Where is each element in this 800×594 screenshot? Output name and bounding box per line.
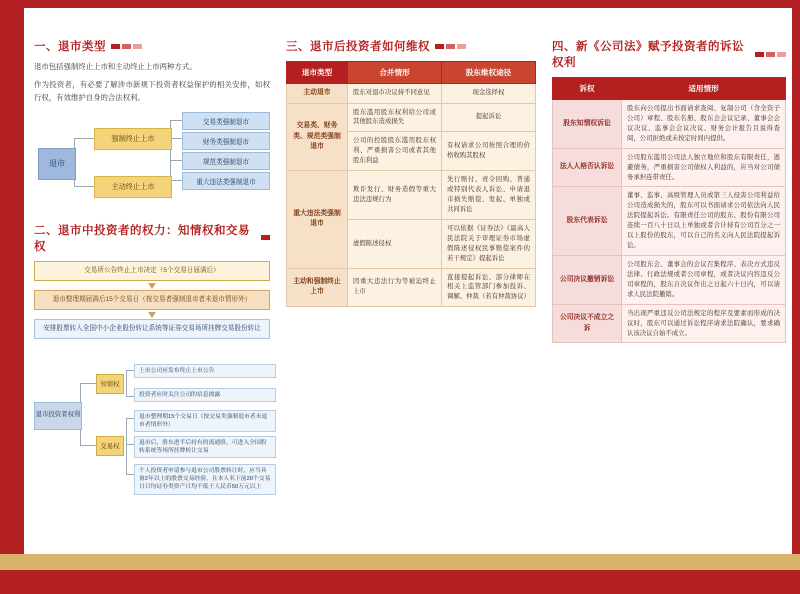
section-three-title: [286, 38, 536, 54]
step-box-2: [34, 290, 270, 310]
step-box-1-text: 交易所公告终止上市决定（5个交易日届满后）: [84, 266, 220, 274]
section-one-paragraph-2: 作为投资者，有必要了解涉市新规下投资者权益保护的相关安排，如权行权，有效维护自身的合法权利。: [34, 79, 270, 102]
step-box-2-text: 退市整理期届满后15个交易日（按交易者强制退市者未退市情形外）: [52, 295, 252, 303]
tree-line-b: [80, 445, 96, 446]
title-dash-decor-4: [755, 52, 786, 57]
title-dash-decor-2: [261, 235, 270, 240]
tree-line-g: [126, 418, 134, 419]
cell-situation: 股东对退市决议持不同意见: [348, 84, 442, 104]
column-three: [552, 38, 786, 343]
arrow-down-icon: [148, 283, 156, 289]
cell-situation: 公司股东滥用公司法人独立地位和股东有限责任，逃避债务，严重损害公司债权人利益的，应当对公司债务承担连带责任。: [622, 148, 786, 187]
cell-situation: 公司股东会、董事会的会议召集程序、表决方式违反法律、行政法规或者公司章程，或者决议内容违反公司章程的，股东自决议作出之日起六十日内，可以请求人民法院撤销。: [622, 255, 786, 304]
cell-situation: 当出现严重违反公司法规定的程序及要素而形成的决议时，股东可以通过诉讼程序请求法院确认，要求确认该决议自始不成立。: [622, 304, 786, 343]
th-delisting-type: 退市类型: [287, 62, 348, 84]
flow-line-2: [74, 186, 94, 187]
cell-remedy: 直接提起诉讼、部分律师在相关上监管部门参加投诉、调解、仲裁（若有仲裁协议）: [442, 268, 536, 307]
cell-right: 股东知情权诉讼: [553, 100, 622, 149]
tree-leaf-trade-1: 退市整理期15个交易日（按交易类强制退市者未退市者情形外）: [134, 410, 276, 433]
table-row: [287, 84, 536, 104]
flow-node-voluntary-delisting: 主动终止上市: [94, 176, 172, 198]
section-four-title-text: 四、新《公司法》赋予投资者的诉讼权利: [552, 41, 744, 69]
th-litigation-right: 诉权: [553, 78, 622, 100]
th-remedy: 股东维权途径: [442, 62, 536, 84]
flow-node-forced-delisting: 强制终止上市: [94, 128, 172, 150]
tree-line-d: [126, 370, 134, 371]
cell-situation: 欺诈发行、财务造假等重大违法违规行为: [348, 171, 442, 220]
cell-situation: 公司的控股股东滥用股东权利、严重损害公司或者其他股东利益: [348, 132, 442, 171]
table-header-row: [287, 62, 536, 84]
step-box-3: [34, 319, 270, 339]
title-dash-decor: [111, 44, 142, 49]
section-one-title: [34, 38, 270, 54]
cell-remedy: 有权请求公司按照合理的价格收购其股权: [442, 132, 536, 171]
decorative-right-bar: [792, 0, 800, 570]
cell-situation: 股东向公司提出书面请求查阅、复制公司（含全资子公司）章程、股东名册、股东会会议记录、董事会会议决议、监事会会议决议、财务会计报告且说得查阅，公司拒绝或未按定时间内提供。: [622, 100, 786, 149]
table-row: [553, 187, 786, 256]
table-row: [553, 255, 786, 304]
flow-line-1: [74, 138, 94, 139]
tree-line-h: [126, 444, 134, 445]
column-one: [34, 38, 271, 491]
cell-remedy: 现金选择权: [442, 84, 536, 104]
section-two-title-text: 二、退市中投资者的权力：知情权和交易权: [34, 224, 250, 253]
th-applicable-situation: 适用情形: [622, 78, 786, 100]
decorative-left-bar: [0, 0, 24, 594]
cell-situation: 因重大违法行为等被迫终止上市: [348, 268, 442, 307]
flow-leaf-financial: 财务类强制退市: [182, 132, 270, 150]
tree-leaf-know-2: 投资者应时关注公司的信息披露: [134, 388, 276, 402]
section-one-title-text: 一、退市类型: [34, 41, 106, 53]
company-law-rights-table: [552, 77, 786, 343]
tree-root-investor-rights: 退市投资者权利: [34, 402, 82, 430]
tree-node-right-to-know: 知情权: [96, 374, 124, 394]
cell-category: 交易类、财务类、规范类强制退市: [287, 103, 348, 171]
table-row: [553, 304, 786, 343]
step-box-3-text: 安排股票转入全国中小企业股份转让系统等证券交易场所挂牌交易股份转让: [43, 324, 261, 332]
table-header-row: [553, 78, 786, 100]
arrow-down-icon-2: [148, 312, 156, 318]
section-one-paragraph-1: 退市包括强制终止上市和主动终止上市两种方式。: [34, 62, 197, 71]
decorative-gold-bar: [0, 554, 800, 570]
content-area: [24, 8, 792, 534]
tree-leaf-trade-3: 个人投资者申请参与退市公司股票转让时，应当具备2年以上的股票交易经验，且本人名下前20个交易日日均证券类资产日均不低于人民币50万元以上: [134, 464, 276, 495]
section-three-title-text: 三、退市后投资者如何维权: [286, 41, 430, 53]
flow-node-root: 退市: [38, 148, 76, 180]
title-dash-decor-3: [435, 44, 466, 49]
cell-category: 重大违法类强制退市: [287, 171, 348, 268]
rights-protection-table: [286, 61, 536, 307]
cell-remedy: 提起诉讼: [442, 103, 536, 132]
column-two: [286, 38, 536, 307]
flow-line-5: [170, 160, 182, 161]
table-row: [287, 171, 536, 220]
table-row: [553, 100, 786, 149]
flow-leaf-trading: 交易类强制退市: [182, 112, 270, 130]
step-box-1: [34, 261, 270, 281]
tree-leaf-trade-2: 退市后，股东进半后持有的流通股，可进入全国股转系统等场所挂牌转让交易: [134, 436, 276, 459]
cell-situation: 董事、监事、高级管理人员或第三人侵害公司利益给公司造成损失的，股东可以书面请求公司依法向人民法院提起诉讼。有限责任公司的股东、股份有限公司连续一百八十日以上单独或者合计持有公司百分之一以上股份的股东，可以自己的名义向人民法院提起诉讼。: [622, 187, 786, 256]
delisting-steps: [34, 261, 270, 339]
cell-right: 公司决议不成立之诉: [553, 304, 622, 343]
retirement-type-flowchart: [34, 110, 270, 220]
decorative-bottom-bar: [0, 570, 800, 594]
investor-rights-tree: [34, 348, 271, 491]
section-four-title: [552, 38, 786, 70]
table-row: [287, 268, 536, 307]
tree-node-right-to-trade: 交易权: [96, 436, 124, 456]
decorative-top-bar: [24, 0, 800, 8]
flow-line-4: [170, 120, 182, 121]
cell-situation: 虚假陈述侵权: [348, 219, 442, 268]
cell-right: 法人人格否认诉讼: [553, 148, 622, 187]
th-situation: 合并情形: [348, 62, 442, 84]
table-row: [553, 148, 786, 187]
flow-leaf-compliance: 规范类强制退市: [182, 152, 270, 170]
tree-line-a: [80, 383, 96, 384]
cell-category: 主动和强制终止上市: [287, 268, 348, 307]
cell-situation: 股东滥用股东权利给公司或其他股东造成损失: [348, 103, 442, 132]
cell-remedy: 先行赔付、责令回购、普通或特别代表人诉讼、申请退市损失赔偿、发起、单独或共同诉讼: [442, 171, 536, 220]
tree-line-f: [126, 418, 127, 474]
tree-line-c: [126, 370, 127, 396]
cell-right: 公司决议撤销诉讼: [553, 255, 622, 304]
section-two-title: [34, 222, 270, 254]
tree-line-e: [126, 396, 134, 397]
cell-category: 主动退市: [287, 84, 348, 104]
flow-leaf-major-violation: 重大违法类强制退市: [182, 172, 270, 190]
cell-right: 股东代表诉讼: [553, 187, 622, 256]
cell-remedy: 可以依据《证券法》《最高人民法院关于审理证券市场虚假陈述侵权民事赔偿案件的若干规定》提起诉讼: [442, 219, 536, 268]
tree-leaf-know-1: 上市公司应发布终止上市公告: [134, 364, 276, 378]
table-row: [287, 103, 536, 132]
tree-line-i: [126, 474, 134, 475]
